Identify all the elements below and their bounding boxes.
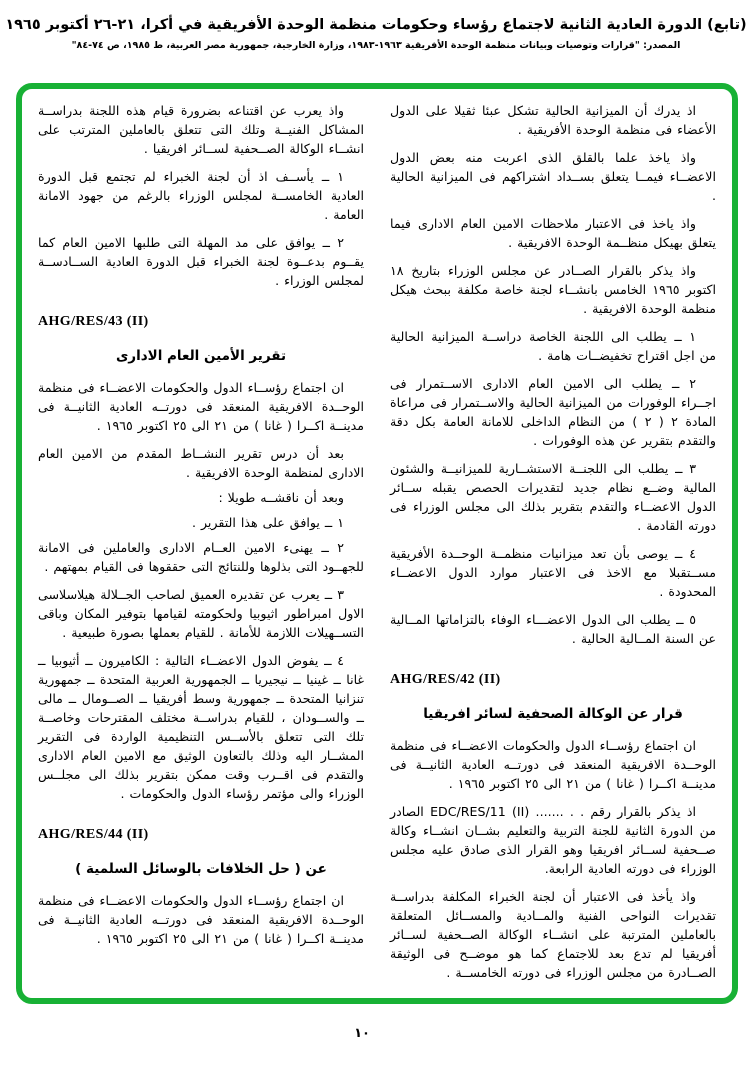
numbered-clause: ٥ ــ يطلب الى الدول الاعضـــاء الوفاء بالتزاماتها المــالية عن السنة المــالية الحالية .: [390, 612, 716, 646]
paragraph: ان اجتماع رؤســاء الدول والحكومات الاعضــاء فى منظمة الوحــدة الافريقية المنعقد فى دورتــه العادية الثانيــة فى مدينــة اكــرا ( غانا ) من ٢١ الى ٢٥ اكتوبر ١٩٦٥ .: [38, 380, 364, 433]
two-column-layout: [38, 101, 716, 988]
paragraph: واذ يأخذ فى الاعتبار أن لجنة الخبراء المكلفة بدراســة تقديرات النواحى الفنية والمــادية والمســائل المتعلقة بالعاملين المترتبة على انشــاء الوكالة الصــحفية لســائر أفريقيا لم تدع بعد للاجتماع كما هو موضــح فى الوثيقة الصــادرة من مجلس الوزراء فى دورته الخامســة .: [390, 889, 716, 980]
page-header: [0, 0, 752, 51]
numbered-clause: ٣ ــ يطلب الى اللجنــة الاستشــارية للميزانيــة والشئون المالية وضــع نظام جديد لتقديرات الحصص يقبله ســائر الدول الاعضــاء والتقدم بتقرير بذلك الى مجلس الوزراء فى دورته القادمة .: [390, 461, 716, 533]
source-citation: المصدر: "قرارات وتوصيات وبيانات منظمة الوحدة الأفريقية ١٩٦٣-١٩٨٣، وزارة الخارجية، جمهورية مصر العربية، ط ١٩٨٥، ص ٧٤-٨٤": [71, 40, 681, 51]
page-number: ١٠: [354, 1026, 370, 1041]
numbered-clause: ١ ــ يطلب الى اللجنة الخاصة دراســة الميزانية الحالية من اجل اقتراح تخفيضــات هامة .: [390, 329, 716, 363]
resolution-code: AHG/RES/42 (II): [390, 672, 501, 687]
numbered-clause: ٤ ــ يفوض الدول الاعضــاء التالية : الكاميرون ــ أثيوبيا ــ غانا ــ غينيا ــ نيجيريا ــ الجمهورية العربية المتحدة ــ جمهورية تنزانيا المتحدة ــ جمهورية وسط أفريقيا ــ الصــومال ــ مالى ــ والســودان ، للقيام بدراســة مختلف المقترحات وخاصــة تلك التى تتعلق بالأســس التنظيمية الواردة فى التقرير المشــار اليه وذلك بالتعاون الوثيق مع الامين العام الادارى والتقدم فى اقــرب وقت ممكن بتقرير بذلك الى مجلــس الوزراء والى مؤتمر رؤساء الدول والحكومات .: [38, 653, 364, 801]
section-heading: قرار عن الوكالة الصحفية لسائر افريقيا: [423, 706, 683, 722]
section-heading: تقرير الأمين العام الادارى: [115, 348, 287, 364]
section-heading: عن ( حل الخلافات بالوسائل السلمية ): [75, 861, 327, 877]
left-column: [38, 101, 364, 988]
resolution-code: AHG/RES/44 (II): [38, 827, 149, 842]
paragraph: ان اجتماع رؤســاء الدول والحكومات الاعضــاء فى منظمة الوحــدة الافريقية المنعقد فى دورتــه العادية الثانيــة فى مدينــة اكــرا ( غانا ) من ٢١ الى ٢٥ اكتوبر ١٩٦٥ .: [390, 738, 716, 791]
paragraph: واذ يذكر بالقرار الصــادر عن مجلس الوزراء بتاريخ ١٨ اكتوبر ١٩٦٥ الخامس بانشــاء لجنة خاصة مكلفة ببحث هيكل منظمة الوحدة الافريقية .: [390, 263, 716, 316]
numbered-clause: ١ ــ يوافق على هذا التقرير .: [191, 515, 344, 530]
numbered-clause: ٢ ــ يوافق على مد المهلة التى طلبها الامين العام كما يقــوم بدعــوة لجنة الخبراء قبل الدورة العادية الســادســة لمجلس الوزراء .: [38, 235, 364, 288]
paragraph: بعد أن درس تقرير النشــاط المقدم من الامين العام الادارى لمنظمة الوحدة الافريقية .: [38, 446, 364, 480]
numbered-clause: ٢ ــ يطلب الى الامين العام الادارى الاســتمرار فى اجــراء الوفورات من الميزانية الحالية والاســتمرار فى مراعاة المادة ٢ ( ٢ ) من النظام الداخلى للامانة العامة بكل دقة والتقدم بتقرير عن هذه الوفورات .: [390, 376, 716, 448]
green-border-box: [16, 83, 738, 1004]
paragraph: واذ يعرب عن اقتناعه بضرورة قيام هذه اللجنة بدراســة المشاكل الفنيــة وتلك التى تتعلق بالعاملين المترتب على انشــاء الوكالة الصــحفية لســائر افريقيا .: [38, 103, 364, 156]
paragraph: ان اجتماع رؤســاء الدول والحكومات الاعضــاء فى منظمة الوحــدة الافريقية المنعقد فى دورتــه العادية الثانيــة فى مدينــة اكــرا ( غانا ) من ٢١ الى ٢٥ اكتوبر ١٩٦٥ .: [38, 893, 364, 946]
paragraph: اذ يدرك أن الميزانية الحالية تشكل عبئا ثقيلا على الدول الأعضاء فى منظمة الوحدة الأفريقية .: [390, 103, 716, 137]
numbered-clause: ٢ ــ يهنىء الامين العــام الادارى والعاملين فى الامانة للجهــود التى بذلوها وللنتائج التى حققوها فى القيام بمهتهم .: [38, 540, 364, 574]
paragraph: وبعد أن ناقشــه طويلا :: [218, 490, 344, 505]
paragraph: واذ ياخذ فى الاعتبار ملاحظات الامين العام الادارى فيما يتعلق بهيكل منظــمة الوحدة الافريقية .: [390, 216, 716, 250]
resolution-code: AHG/RES/43 (II): [38, 314, 149, 329]
numbered-clause: ٤ ــ يوصى بأن تعد ميزانيات منظمــة الوحــدة الأفريقية مســتقبلا مع الاخذ فى الاعتبار موارد الدول الاعضــاء المحدودة .: [390, 546, 716, 599]
right-column: [390, 101, 716, 988]
document-title: (تابع) الدورة العادية الثانية لاجتماع رؤساء وحكومات منظمة الوحدة الأفريقية في أكرا، ٢١-٢٦ أكتوبر ١٩٦٥: [5, 17, 747, 33]
numbered-clause: ٣ ــ يعرب عن تقديره العميق لصاحب الجــلالة هيلاسلاسى الاول امبراطور اثيوبيا ولحكومته لقيامها بتوفير المكان وباقى التســهيلات اللازمة للأمانة . للقيام بعملها بصورة طبيعية .: [38, 587, 364, 640]
paragraph: اذ يذكر بالقرار رقم . . ....... EDC/RES/11 (II) الصادر من الدورة الثانية للجنة التربية والتعليم بشــان انشــاء وكالة صــحفية لســائر افريقيا وهو القرار الذى صادق عليه مجلس الوزراء فى دورته العادية الرابعة.: [390, 804, 716, 876]
numbered-clause: ١ ــ يأســف اذ أن لجنة الخبراء لم تجتمع قبل الدورة العادية الخامســة لمجلس الوزراء بالرغم من جهود الامانة العامة .: [38, 169, 364, 222]
paragraph: واذ ياخذ علما بالقلق الذى اعربت منه بعض الدول الاعضــاء فيمــا يتعلق بســداد اشتراكهم فى الميزانية الحالية .: [390, 150, 716, 203]
